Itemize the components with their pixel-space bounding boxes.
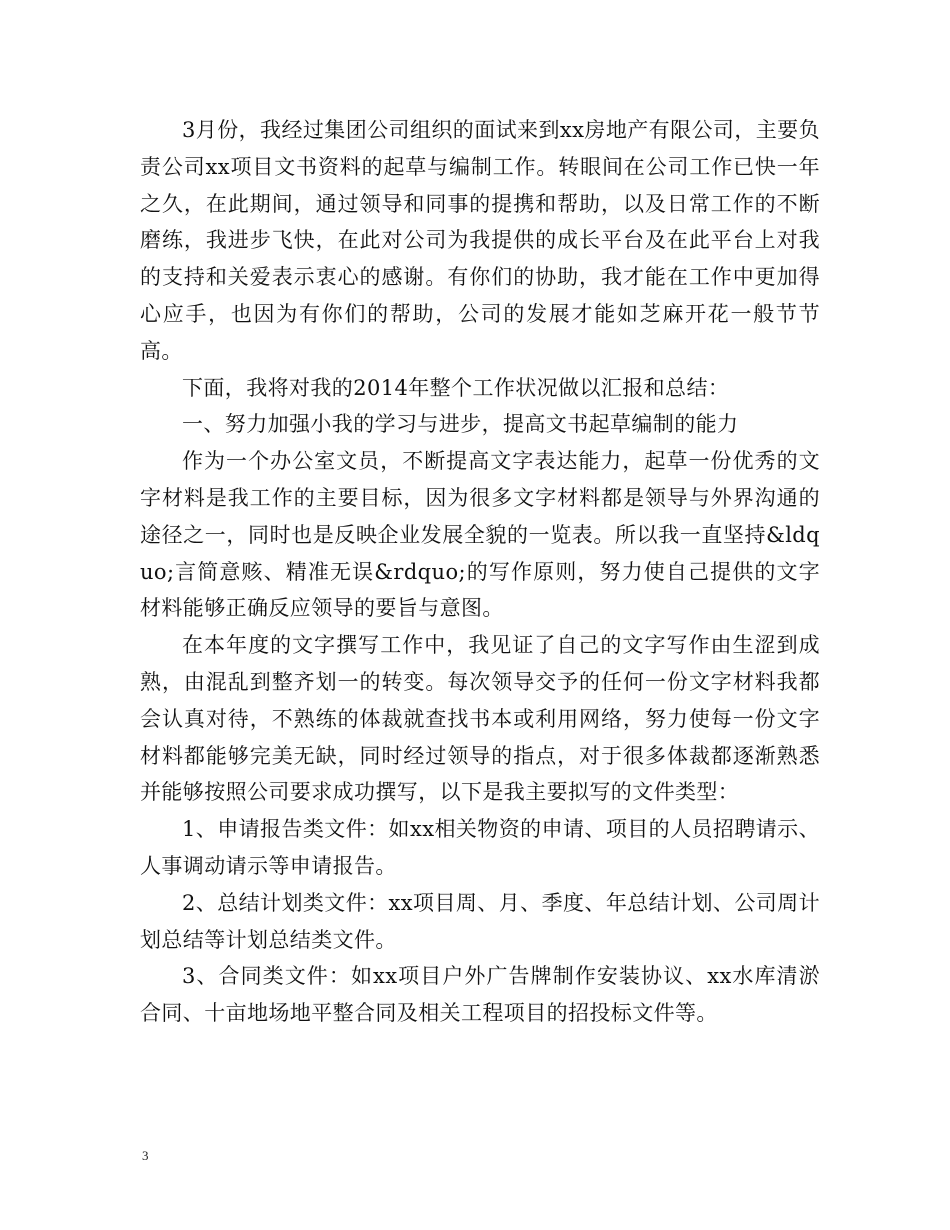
paragraph-intro: 3月份，我经过集团公司组织的面试来到xx房地产有限公司，主要负责公司xx项目文书资料的起草与编制工作。转眼间在公司工作已快一年之久，在此期间，通过领导和同事的提携和帮助，以及日常工作的不断磨练，我进步飞快，在此对公司为我提供的成长平台及在此平台上对我的支持和关爱表示衷心的感谢。有你们的协助，我才能在工作中更加得心应手，也因为有你们的帮助，公司的发展才能如芝麻开花一般节节高。 — [140, 118, 820, 363]
paragraph-writing-progress: 在本年度的文字撰写工作中，我见证了自己的文字写作由生涩到成熟，由混乱到整齐划一的转变。每次领导交予的任何一份文字材料我都会认真对待，不熟练的体裁就查找书本或利用网络，努力使每一份文字材料都能够完美无缺，同时经过领导的指点，对于很多体裁都逐渐熟悉并能够按照公司要求成功撰写，以下是我主要拟写的文件类型： — [140, 633, 820, 805]
list-item-contracts: 3、合同类文件：如xx项目户外广告牌制作安装协议、xx水库清淤合同、十亩地场地平整合同及相关工程项目的招投标文件等。 — [140, 964, 820, 1026]
page-number: 3 — [142, 1148, 149, 1163]
paragraph-writing-goal: 作为一个办公室文员，不断提高文字表达能力，起草一份优秀的文字材料是我工作的主要目标，因为很多文字材料都是领导与外界沟通的途径之一，同时也是反映企业发展全貌的一览表。所以我一直坚持&ldquo;言简意赅、精准无误&rdquo;的写作原则，努力使自己提供的文字材料能够正确反应领导的要旨与意图。 — [140, 449, 820, 621]
list-item-summary-plans: 2、总结计划类文件：xx项目周、月、季度、年总结计划、公司周计划总结等计划总结类文件。 — [140, 890, 820, 952]
paragraph-summary-lead: 下面，我将对我的2014年整个工作状况做以汇报和总结： — [182, 375, 730, 400]
document-body — [140, 112, 820, 1032]
section-heading-1: 一、努力加强小我的学习与进步，提高文书起草编制的能力 — [182, 412, 739, 437]
list-item-application-reports: 1、申请报告类文件：如xx相关物资的申请、项目的人员招聘请示、人事调动请示等申请报告。 — [140, 817, 820, 878]
